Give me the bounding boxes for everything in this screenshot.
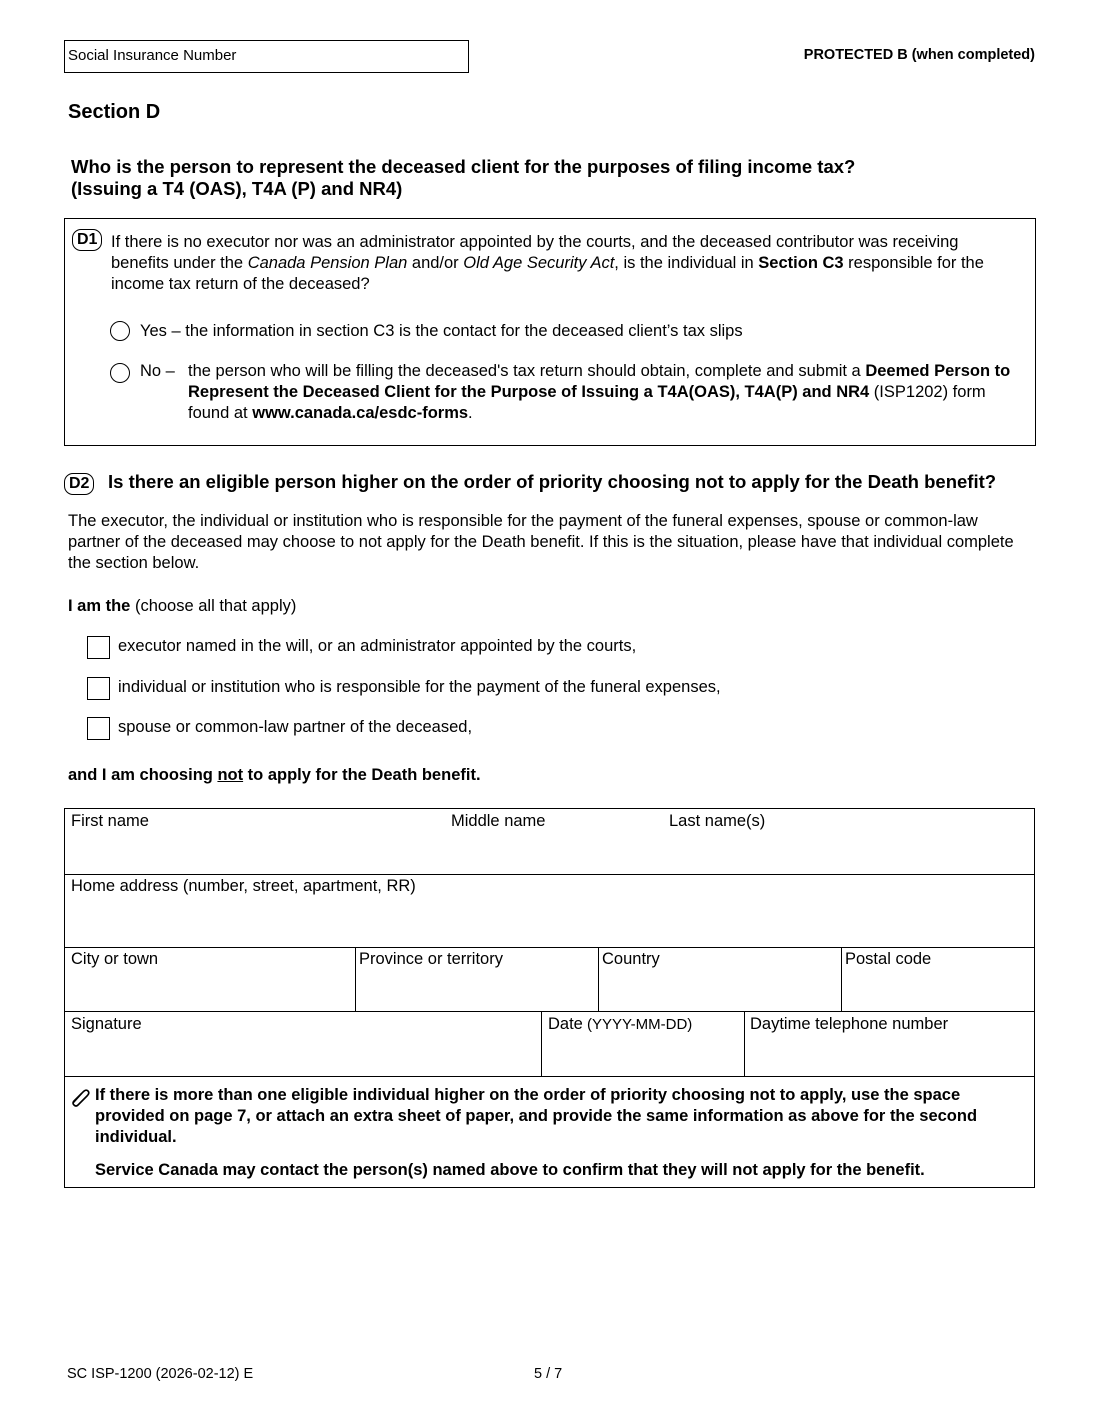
postal-code-field[interactable]: Postal code bbox=[845, 950, 932, 968]
no-text-a: the person who will be filling the deceased's tax return should obtain, complete and submit a bbox=[188, 362, 866, 380]
d2-badge: D2 bbox=[64, 473, 94, 495]
col-divider bbox=[744, 1011, 745, 1076]
country-field[interactable]: Country bbox=[602, 950, 660, 968]
d2-question: Is there an eligible person higher on the order of priority choosing not to apply for the Death benefit? bbox=[108, 471, 997, 492]
d1-oas: Old Age Security Act bbox=[463, 254, 615, 272]
funeral-payer-checkbox[interactable] bbox=[87, 677, 110, 700]
no-radio[interactable] bbox=[110, 363, 130, 383]
iam-label bbox=[68, 597, 296, 616]
d1-question bbox=[111, 232, 1016, 295]
date-label: Date bbox=[548, 1015, 583, 1033]
row-divider bbox=[65, 1011, 1034, 1012]
d1-text-b: and/or bbox=[407, 254, 464, 272]
row-divider bbox=[65, 947, 1034, 948]
choosing-b: to apply for the Death benefit. bbox=[243, 766, 481, 784]
section-question bbox=[71, 156, 1031, 200]
esdc-forms-link[interactable]: www.canada.ca/esdc-forms bbox=[252, 404, 469, 422]
no-text-end: . bbox=[468, 404, 473, 422]
d1-text-a: If there is no executor nor was an administrator appointed by the courts, and the deceased contributor was receiving benefits under the bbox=[111, 233, 959, 272]
d1-cpp: Canada Pension Plan bbox=[247, 254, 408, 272]
choosing-statement bbox=[68, 766, 481, 785]
first-name-field[interactable]: First name bbox=[71, 812, 149, 830]
executor-checkbox[interactable] bbox=[87, 636, 110, 659]
paperclip-icon bbox=[69, 1087, 91, 1112]
d1-text-c: , is the individual in bbox=[614, 254, 759, 272]
phone-field[interactable]: Daytime telephone number bbox=[750, 1015, 949, 1033]
row-divider bbox=[65, 874, 1034, 875]
home-address-field[interactable]: Home address (number, street, apartment, RR) bbox=[71, 877, 416, 895]
no-description bbox=[188, 361, 1023, 424]
choosing-not: not bbox=[217, 766, 244, 784]
col-divider bbox=[355, 947, 356, 1011]
question-line-2: (Issuing a T4 (OAS), T4A (P) and NR4) bbox=[71, 178, 403, 199]
d1-section-c3: Section C3 bbox=[758, 254, 844, 272]
last-name-field[interactable]: Last name(s) bbox=[669, 812, 766, 830]
funeral-payer-label: individual or institution who is responsible for the payment of the funeral expenses, bbox=[118, 678, 721, 696]
signature-field[interactable]: Signature bbox=[71, 1015, 142, 1033]
middle-name-field[interactable]: Middle name bbox=[451, 812, 546, 830]
executor-label: executor named in the will, or an administrator appointed by the courts, bbox=[118, 637, 637, 655]
protected-label: PROTECTED B (when completed) bbox=[803, 47, 1035, 63]
no-prefix: No – bbox=[140, 362, 175, 380]
iam-bold: I am the bbox=[68, 597, 131, 615]
d1-box bbox=[64, 218, 1036, 446]
d1-badge: D1 bbox=[72, 229, 102, 251]
spouse-checkbox[interactable] bbox=[87, 717, 110, 740]
yes-radio[interactable] bbox=[110, 321, 130, 341]
no-text-b: (ISP1202) form found at bbox=[188, 383, 986, 422]
d1-text-d: responsible for the income tax return of the deceased? bbox=[111, 254, 984, 293]
contact-form-grid bbox=[64, 808, 1035, 1188]
province-field[interactable]: Province or territory bbox=[359, 950, 503, 968]
d2-paragraph: The executor, the individual or institution who is responsible for the payment of the funeral expenses, spouse or common-law partner of the deceased may choose to not apply for the Death benefit. If this is the situation, please have that individual complete the section below. bbox=[68, 512, 1014, 572]
question-line-1: Who is the person to represent the deceased client for the purposes of filing income tax? bbox=[71, 156, 856, 177]
page-number: 5 / 7 bbox=[534, 1366, 563, 1382]
col-divider bbox=[841, 947, 842, 1011]
col-divider bbox=[541, 1011, 542, 1076]
row-divider bbox=[65, 1076, 1034, 1077]
iam-rest: (choose all that apply) bbox=[130, 597, 297, 615]
yes-label: Yes – the information in section C3 is the contact for the deceased client’s tax slips bbox=[140, 322, 743, 340]
date-format: (YYYY-MM-DD) bbox=[582, 1016, 693, 1033]
extra-individual-note: If there is more than one eligible individual higher on the order of priority choosing not to apply, use the space provided on page 7, or attach an extra sheet of paper, and provide the same information as above for the second individual. bbox=[95, 1086, 978, 1146]
choosing-a: and I am choosing bbox=[68, 766, 218, 784]
sin-field[interactable] bbox=[64, 40, 469, 73]
spouse-label: spouse or common-law partner of the deceased, bbox=[118, 718, 473, 736]
date-field[interactable] bbox=[548, 1015, 692, 1034]
section-title: Section D bbox=[68, 101, 161, 123]
city-field[interactable]: City or town bbox=[71, 950, 159, 968]
contact-confirmation-note: Service Canada may contact the person(s) named above to confirm that they will not apply for the benefit. bbox=[95, 1161, 925, 1179]
sin-label: Social Insurance Number bbox=[68, 47, 237, 64]
no-form-title: Deemed Person to Represent the Deceased Client for the Purpose of Issuing a T4A(OAS), T4A(P) and NR4 bbox=[188, 362, 1011, 401]
form-id: SC ISP-1200 (2026-02-12) E bbox=[67, 1366, 254, 1382]
col-divider bbox=[598, 947, 599, 1011]
